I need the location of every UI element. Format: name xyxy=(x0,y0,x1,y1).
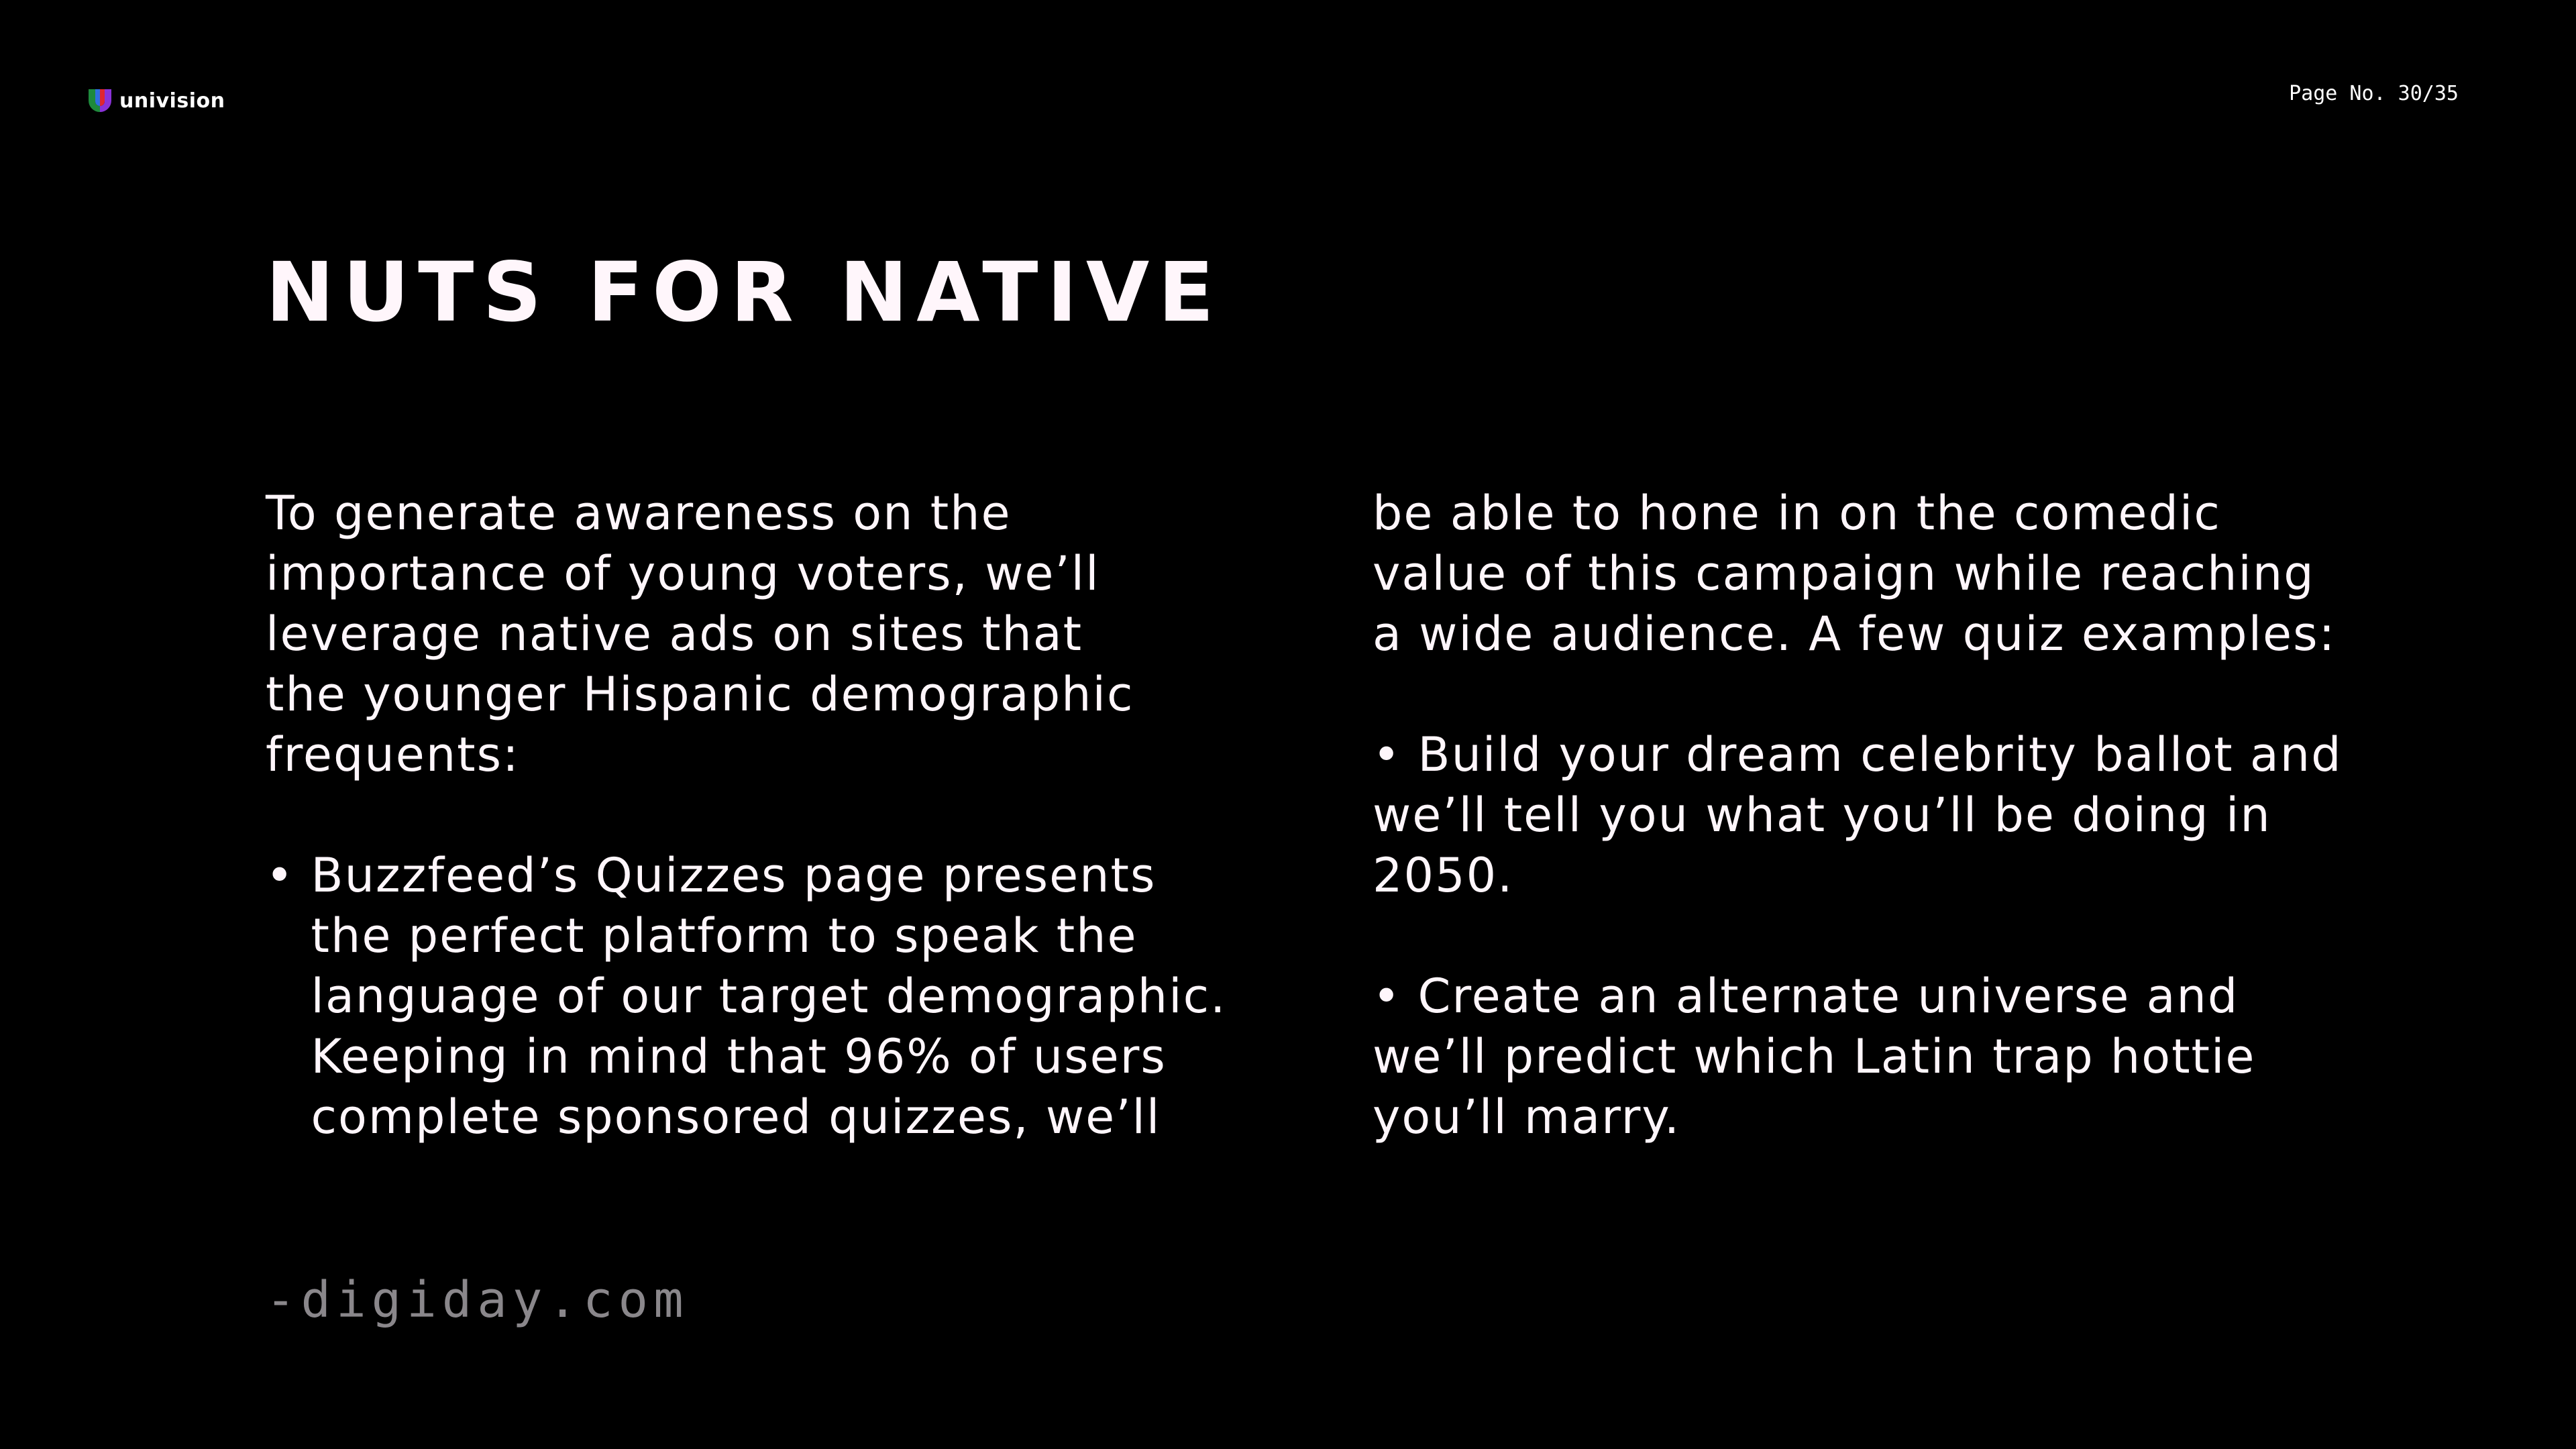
logo-wordmark: univision xyxy=(119,89,225,113)
left-column xyxy=(266,483,1285,1147)
intro-paragraph: To generate awareness on the importance of young voters, we’ll leverage native ads on sites that the younger Hispanic demographic frequents: xyxy=(266,486,1134,782)
right-column xyxy=(1373,483,2513,1147)
univision-logo xyxy=(87,87,225,114)
bullet-symbol: • xyxy=(266,848,311,903)
source-citation: -digiday.com xyxy=(266,1271,689,1329)
spacer xyxy=(1373,906,2513,966)
bullet-item-alternate-universe: • Create an alternate universe and we’ll predict which Latin trap hottie you’ll marry. xyxy=(1373,969,2256,1144)
slide-title: NUTS FOR NATIVE xyxy=(266,245,1223,340)
spacer xyxy=(1373,664,2513,724)
bullet-item-celebrity-ballot: • Build your dream celebrity ballot and we’ll tell you what you’ll be doing in 2050. xyxy=(1373,727,2343,903)
spacer xyxy=(266,785,1285,845)
page-number: Page No. 30/35 xyxy=(2289,82,2459,105)
univision-logo-icon xyxy=(87,88,113,113)
bullet-text: Buzzfeed’s Quizzes page presents the perfect platform to speak the language of our target demographic. Keeping in mind that 96% of users complete sponsored quizzes, we’ll xyxy=(311,848,1227,1144)
bullet-item-buzzfeed xyxy=(266,845,1285,1147)
continuation-paragraph: be able to hone in on the comedic value of this campaign while reaching a wide audience. A few quiz examples: xyxy=(1373,486,2337,661)
